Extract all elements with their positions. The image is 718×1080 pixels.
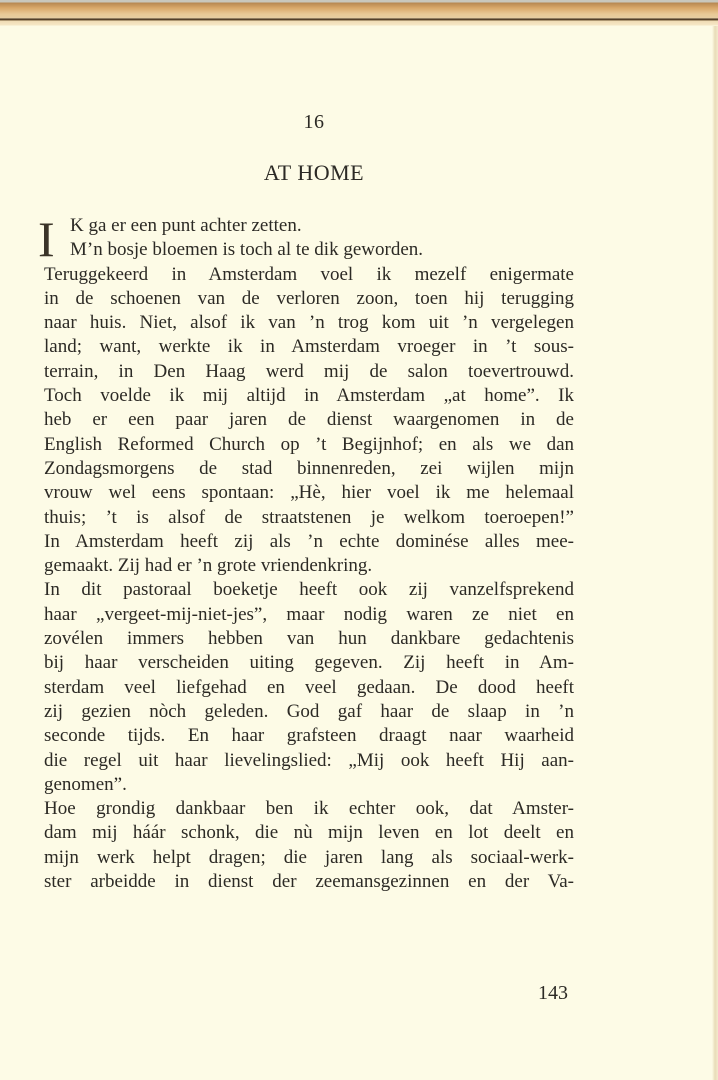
text-line: die regel uit haar lievelingslied: „Mij ook heeft Hij aan- (44, 749, 574, 771)
book-page-right-edge (712, 26, 718, 1080)
text-line: seconde tijds. En haar grafsteen draagt naar waarheid (44, 725, 574, 747)
page-number: 143 (538, 982, 568, 1004)
text-line: mijn werk helpt dragen; die jaren lang als sociaal-werk- (44, 846, 574, 868)
body-text (38, 211, 574, 894)
text-line: ster arbeidde in dienst der zeemansgezinnen en der Va- (44, 871, 574, 893)
text-line: naar huis. Niet, alsof ik van ’n trog kom uit ’n vergelegen (44, 312, 574, 334)
text-line: vrouw wel eens spontaan: „Hè, hier voel ik me helemaal (44, 482, 574, 504)
text-line: English Reformed Church op ’t Begijnhof; en als we dan (44, 433, 574, 455)
text-line: sterdam veel liefgehad en veel gedaan. De dood heeft (44, 676, 574, 698)
text-line: terrain, in Den Haag werd mij de salon toevertrouwd. (44, 360, 574, 382)
chapter-title: AT HOME (263, 160, 365, 185)
text-line: Hoe grondig dankbaar ben ik echter ook, dat Amster- (44, 798, 574, 820)
text-line: genomen”. (44, 773, 127, 795)
book-page-top-edge (0, 0, 718, 26)
text-line: zovélen immers hebben van hun dankbare gedachtenis (44, 628, 574, 650)
drop-cap: I (38, 211, 55, 267)
text-line: bij haar verscheiden uiting gegeven. Zij heeft in Am- (44, 652, 574, 674)
text-line: in de schoenen van de verloren zoon, toen hij terugging (44, 287, 574, 309)
chapter-number: 16 (303, 111, 325, 133)
text-line: thuis; ’t is alsof de straatstenen je welkom toeroepen!” (44, 506, 574, 528)
text-line: land; want, werkte ik in Amsterdam vroeger in ’t sous- (44, 336, 574, 358)
text-line: Teruggekeerd in Amsterdam voel ik mezelf enigermate (44, 263, 574, 285)
text-line: heb er een paar jaren de dienst waargenomen in de (44, 409, 574, 431)
text-line: K ga er een punt achter zetten. (70, 215, 302, 236)
text-line: In dit pastoraal boeketje heeft ook zij vanzelfsprekend (44, 579, 574, 601)
text-line: Zondagsmorgens de stad binnenreden, zei wijlen mijn (44, 457, 574, 479)
text-line: dam mij háár schonk, die nù mijn leven en lot deelt en (44, 822, 574, 844)
text-line: gemaakt. Zij had er ’n grote vriendenkring. (44, 555, 373, 577)
text-lines (44, 214, 574, 894)
text-line: M’n bosje bloemen is toch al te dik geworden. (70, 239, 424, 261)
text-line: Toch voelde ik mij altijd in Amsterdam „at home”. Ik (44, 385, 574, 407)
text-line: In Amsterdam heeft zij als ’n echte dominése alles mee- (44, 530, 574, 552)
text-line: zij gezien nòch geleden. God gaf haar de slaap in ’n (44, 700, 574, 722)
text-line: haar „vergeet-mij-niet-jes”, maar nodig waren ze niet en (44, 603, 574, 625)
